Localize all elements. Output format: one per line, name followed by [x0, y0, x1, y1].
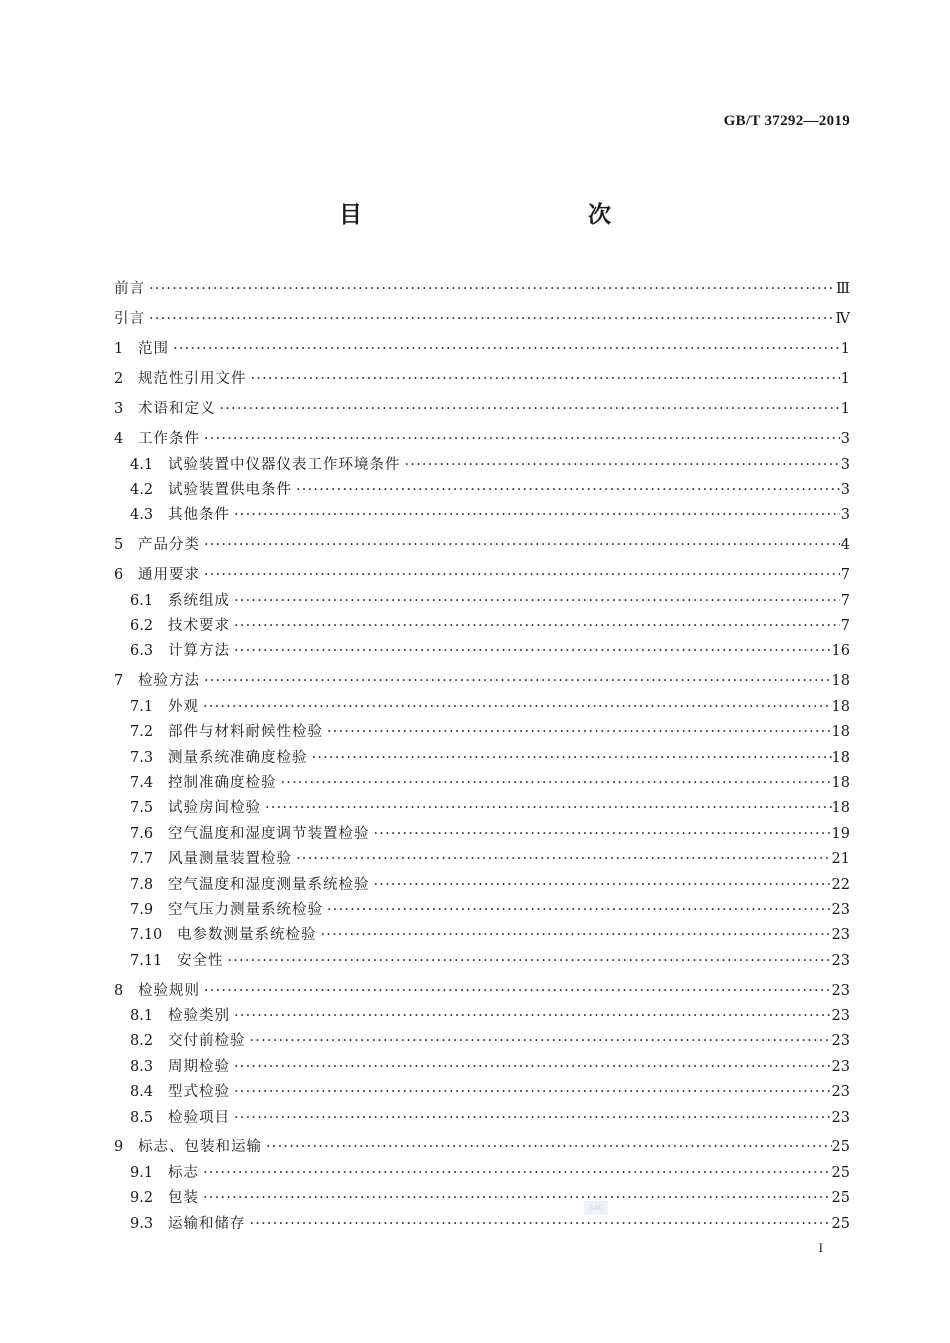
page-number: I	[818, 1240, 823, 1255]
toc-subentry[interactable]	[114, 589, 850, 614]
toc-subentry[interactable]	[114, 1186, 850, 1211]
toc-page-number: 23	[831, 1109, 850, 1126]
toc-dot-leader	[234, 503, 840, 528]
toc-subentry[interactable]	[114, 898, 850, 923]
toc-subentry[interactable]	[114, 1029, 850, 1054]
toc-entry[interactable]	[114, 397, 850, 423]
toc-page-number: 3	[840, 456, 850, 473]
toc-dot-leader	[204, 669, 832, 695]
toc-section-number: 4.2	[130, 481, 154, 498]
toc-entry[interactable]	[114, 427, 850, 453]
toc-dot-leader	[234, 614, 840, 639]
toc-section-title: 型式检验	[168, 1084, 230, 1101]
toc-page-number: 3	[840, 507, 850, 524]
toc-dot-leader	[296, 847, 832, 872]
toc-section-title: 前言	[114, 281, 145, 297]
toc-subentry[interactable]	[114, 923, 850, 948]
toc-section-title: 术语和定义	[138, 400, 216, 417]
toc-dot-leader	[250, 1029, 832, 1054]
toc-section-title: 风量测量装置检验	[168, 851, 292, 868]
toc-dot-leader	[203, 1186, 832, 1211]
toc-section-number: 7.4	[130, 774, 154, 791]
toc-section-title: 控制准确度检验	[168, 774, 277, 791]
toc-subentry[interactable]	[114, 1004, 850, 1029]
toc-section-number: 6.1	[130, 592, 154, 609]
toc-section-title: 规范性引用文件	[138, 370, 247, 387]
toc-page-number: 22	[831, 876, 850, 893]
toc-page-number: Ⅳ	[835, 310, 850, 327]
toc-section-title: 空气压力测量系统检验	[168, 901, 323, 918]
toc-section-number: 7.1	[130, 698, 154, 715]
toc-section-number: 1	[114, 340, 124, 357]
toc-dot-leader	[173, 337, 840, 363]
toc-page-number: 25	[831, 1190, 850, 1207]
toc-page-number: 25	[831, 1139, 850, 1156]
toc-page-number: 18	[831, 774, 850, 791]
toc-dot-leader	[312, 746, 832, 771]
toc-subentry[interactable]	[114, 503, 850, 528]
toc-dot-leader	[204, 979, 832, 1005]
toc-entry[interactable]	[114, 367, 850, 393]
toc-subentry[interactable]	[114, 614, 850, 639]
toc-dot-leader	[234, 1106, 832, 1131]
toc-section-title: 空气温度和湿度测量系统检验	[168, 876, 370, 893]
toc-section-number: 7	[114, 673, 124, 690]
toc-subentry[interactable]	[114, 1212, 850, 1237]
toc-dot-leader	[149, 307, 836, 333]
toc-section-number: 6	[114, 567, 124, 584]
toc-entry[interactable]	[114, 669, 850, 695]
toc-dot-leader	[234, 1055, 832, 1080]
toc-subentry[interactable]	[114, 1080, 850, 1105]
toc-subentry[interactable]	[114, 746, 850, 771]
toc-entry[interactable]	[114, 563, 850, 589]
toc-section-title: 测量系统准确度检验	[168, 749, 308, 766]
toc-dot-leader	[204, 427, 840, 453]
toc-section-number: 9.3	[130, 1215, 154, 1232]
toc-dot-leader	[234, 589, 840, 614]
toc-section-title: 产品分类	[138, 537, 200, 554]
toc-entry[interactable]	[114, 337, 850, 363]
toc-page-number: 23	[831, 1033, 850, 1050]
standard-code: GB/T 37292—2019	[723, 113, 850, 129]
toc-dot-leader	[234, 1080, 832, 1105]
toc-section-number: 4.3	[130, 507, 154, 524]
toc-entry[interactable]	[114, 1135, 850, 1161]
toc-section-title: 引言	[114, 310, 145, 327]
toc-entry[interactable]	[114, 307, 850, 333]
toc-page-number: 1	[840, 340, 850, 357]
toc-dot-leader	[266, 1135, 832, 1161]
toc-dot-leader	[327, 898, 832, 923]
toc-page-number: 23	[831, 927, 850, 944]
toc-page-number: 1	[840, 370, 850, 387]
toc-page-number: 1	[840, 400, 850, 417]
toc-section-title: 检验规则	[138, 982, 200, 999]
table-of-contents	[114, 277, 850, 1237]
toc-page-number: 7	[840, 592, 850, 609]
toc-section-number: 7.3	[130, 749, 154, 766]
toc-dot-leader	[149, 277, 836, 303]
toc-section-number: 4	[114, 430, 124, 447]
toc-section-title: 标志、包装和运输	[138, 1139, 262, 1156]
toc-section-title: 包装	[168, 1190, 199, 1207]
toc-subentry[interactable]	[114, 873, 850, 898]
toc-subentry[interactable]	[114, 1106, 850, 1131]
toc-subentry[interactable]	[114, 822, 850, 847]
toc-section-title: 工作条件	[138, 430, 200, 447]
toc-section-title: 技术要求	[168, 618, 230, 635]
toc-section-title: 试验房间检验	[168, 800, 261, 817]
toc-page-number: 19	[831, 825, 850, 842]
toc-page-number: 7	[840, 567, 850, 584]
toc-dot-leader	[405, 453, 841, 478]
toc-dot-leader	[204, 533, 840, 559]
toc-page-number: Ⅲ	[836, 281, 850, 297]
toc-dot-leader	[203, 695, 832, 720]
toc-section-number: 9.2	[130, 1190, 154, 1207]
toc-page-number: 25	[831, 1215, 850, 1232]
toc-section-number: 9	[114, 1139, 124, 1156]
toc-dot-leader	[203, 1161, 832, 1186]
toc-entry[interactable]	[114, 277, 850, 303]
toc-subentry[interactable]	[114, 949, 850, 974]
toc-page-number: 18	[831, 724, 850, 741]
toc-section-title: 检验方法	[138, 673, 200, 690]
toc-subentry[interactable]	[114, 695, 850, 720]
toc-page-number: 23	[831, 982, 850, 999]
toc-page-number: 21	[831, 851, 850, 868]
toc-section-number: 9.1	[130, 1165, 154, 1182]
page-title: 目 次	[339, 202, 671, 228]
toc-page-number: 7	[840, 618, 850, 635]
toc-dot-leader	[251, 367, 841, 393]
toc-section-number: 7.9	[130, 901, 154, 918]
toc-dot-leader	[234, 1004, 832, 1029]
toc-section-title: 标志	[168, 1165, 199, 1182]
toc-dot-leader	[296, 478, 840, 503]
toc-dot-leader	[234, 639, 832, 664]
toc-dot-leader	[220, 397, 841, 423]
toc-section-number: 7.10	[130, 927, 163, 944]
toc-page-number: 25	[831, 1165, 850, 1182]
toc-section-title: 部件与材料耐候性检验	[168, 724, 323, 741]
toc-section-title: 检验项目	[168, 1109, 230, 1126]
toc-section-title: 周期检验	[168, 1058, 230, 1075]
toc-subentry[interactable]	[114, 720, 850, 745]
toc-section-number: 6.2	[130, 618, 154, 635]
toc-section-number: 8	[114, 982, 124, 999]
toc-section-number: 8.5	[130, 1109, 154, 1126]
toc-dot-leader	[327, 720, 832, 745]
toc-section-title: 电参数测量系统检验	[177, 927, 317, 944]
toc-page-number: 4	[840, 537, 850, 554]
toc-page-number: 23	[831, 1058, 850, 1075]
toc-page-number: 18	[831, 800, 850, 817]
toc-section-title: 安全性	[177, 952, 224, 969]
toc-subentry[interactable]	[114, 478, 850, 503]
toc-dot-leader	[281, 771, 832, 796]
toc-section-title: 交付前检验	[168, 1033, 246, 1050]
toc-section-title: 检验类别	[168, 1008, 230, 1025]
toc-section-number: 8.2	[130, 1033, 154, 1050]
toc-entry[interactable]	[114, 533, 850, 559]
toc-subentry[interactable]	[114, 1055, 850, 1080]
toc-section-number: 7.8	[130, 876, 154, 893]
toc-section-title: 外观	[168, 698, 199, 715]
toc-section-number: 2	[114, 370, 124, 387]
toc-section-title: 范围	[138, 340, 169, 357]
toc-section-number: 5	[114, 537, 124, 554]
toc-page-number: 3	[840, 430, 850, 447]
toc-subentry[interactable]	[114, 453, 850, 478]
toc-section-title: 其他条件	[168, 507, 230, 524]
toc-page-number: 3	[840, 481, 850, 498]
toc-section-number: 6.3	[130, 643, 154, 660]
toc-section-title: 空气温度和湿度调节装置检验	[168, 825, 370, 842]
toc-section-number: 8.3	[130, 1058, 154, 1075]
toc-section-title: 运输和储存	[168, 1215, 246, 1232]
toc-section-title: 计算方法	[168, 643, 230, 660]
toc-page-number: 23	[831, 1084, 850, 1101]
sac-watermark: SAC	[584, 1201, 608, 1215]
toc-section-number: 7.2	[130, 724, 154, 741]
toc-page-number: 18	[831, 698, 850, 715]
toc-dot-leader	[265, 796, 832, 821]
toc-subentry[interactable]	[114, 847, 850, 872]
toc-page-number: 23	[831, 1008, 850, 1025]
toc-subentry[interactable]	[114, 639, 850, 664]
toc-section-title: 试验装置中仪器仪表工作环境条件	[168, 456, 401, 473]
toc-page-number: 18	[831, 673, 850, 690]
toc-page-number: 23	[831, 901, 850, 918]
toc-dot-leader	[250, 1212, 832, 1237]
toc-page-number: 23	[831, 952, 850, 969]
toc-section-title: 试验装置供电条件	[168, 481, 292, 498]
toc-section-number: 7.5	[130, 800, 154, 817]
toc-dot-leader	[204, 563, 840, 589]
toc-section-number: 4.1	[130, 456, 154, 473]
toc-dot-leader	[374, 873, 832, 898]
toc-section-title: 通用要求	[138, 567, 200, 584]
toc-dot-leader	[374, 822, 832, 847]
toc-section-number: 7.6	[130, 825, 154, 842]
toc-section-number: 3	[114, 400, 124, 417]
toc-section-title: 系统组成	[168, 592, 230, 609]
toc-page-number: 16	[831, 643, 850, 660]
toc-subentry[interactable]	[114, 796, 850, 821]
toc-page-number: 18	[831, 749, 850, 766]
toc-section-number: 7.11	[130, 952, 163, 969]
toc-section-number: 8.4	[130, 1084, 154, 1101]
toc-section-number: 7.7	[130, 851, 154, 868]
toc-entry[interactable]	[114, 979, 850, 1005]
toc-dot-leader	[321, 923, 832, 948]
toc-section-number: 8.1	[130, 1008, 154, 1025]
toc-subentry[interactable]	[114, 1161, 850, 1186]
toc-subentry[interactable]	[114, 771, 850, 796]
toc-dot-leader	[228, 949, 832, 974]
